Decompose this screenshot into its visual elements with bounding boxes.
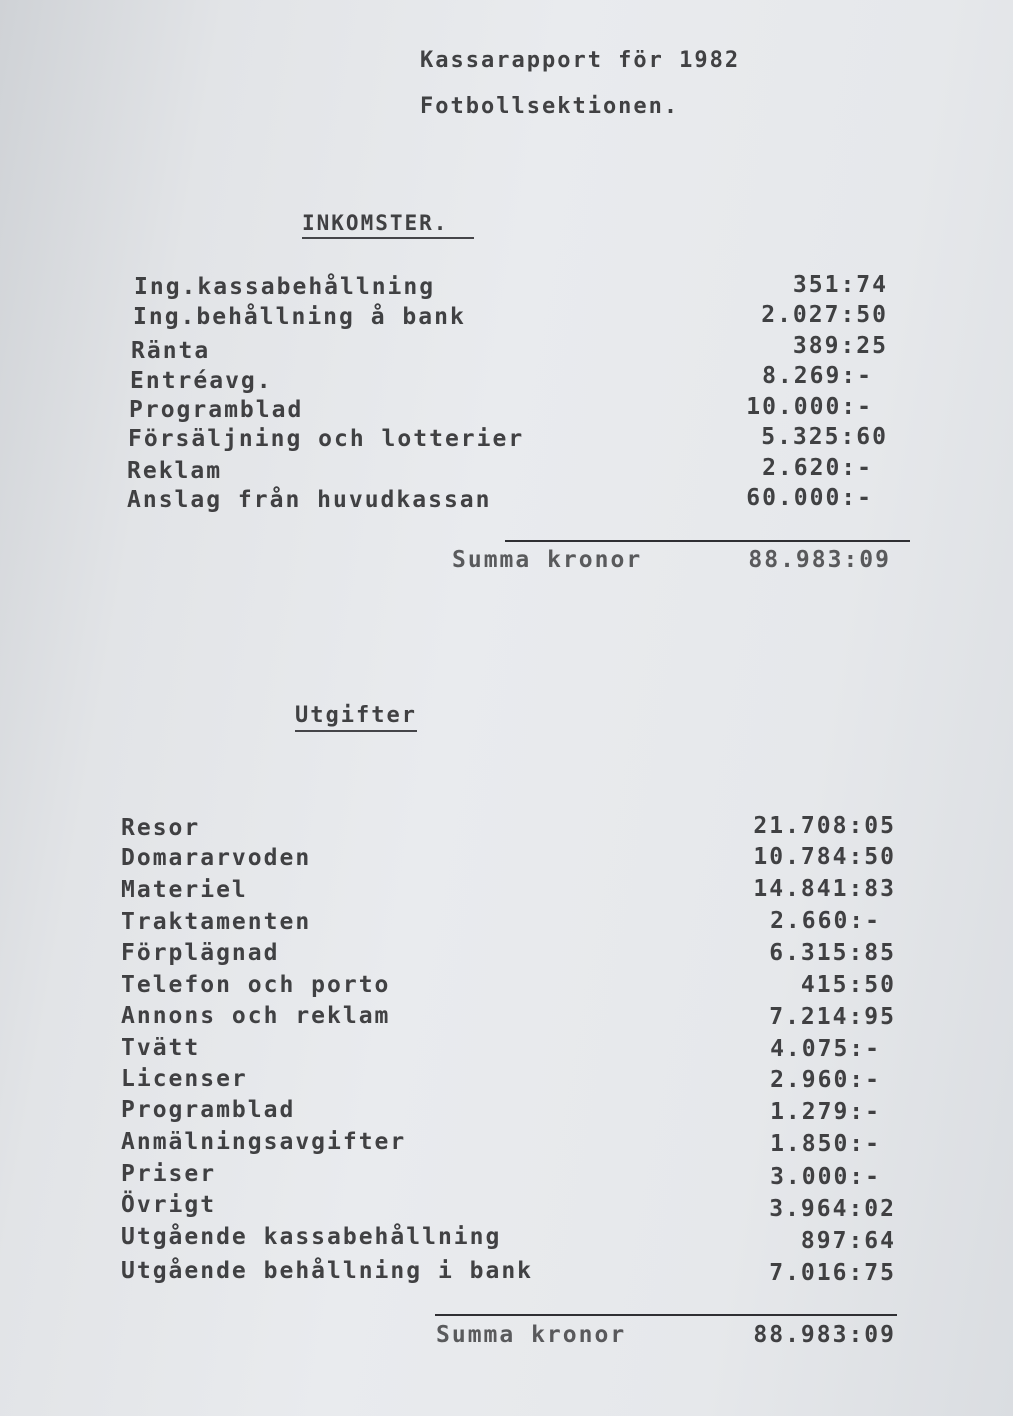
income-amount: 8.269:- xyxy=(762,363,873,389)
expense-amount: 7.214:95 xyxy=(769,1004,896,1030)
expense-label: Förplägnad xyxy=(121,940,280,966)
income-label: Reklam xyxy=(127,458,223,484)
income-amount: 10.000:- xyxy=(746,394,873,420)
expense-label: Materiel xyxy=(121,877,248,903)
expense-label: Domararvoden xyxy=(121,845,312,871)
expenses-heading: Utgifter xyxy=(295,705,417,732)
expense-amount: 897:64 xyxy=(800,1228,896,1254)
expenses-total-rule xyxy=(435,1314,897,1316)
income-total-label: Summa kronor xyxy=(452,547,643,573)
expense-amount: 1.850:- xyxy=(770,1131,881,1157)
expense-amount: 415:50 xyxy=(800,972,896,998)
report-title: Kassarapport för 1982 xyxy=(420,48,741,73)
income-label: Ing.behållning å bank xyxy=(133,304,466,330)
expense-label: Övrigt xyxy=(121,1192,217,1218)
expense-label: Programblad xyxy=(121,1097,296,1123)
income-label: Anslag från huvudkassan xyxy=(127,487,492,513)
income-total-amount: 88.983:09 xyxy=(748,547,891,573)
income-amount: 389:25 xyxy=(792,333,888,359)
expense-amount: 2.660:- xyxy=(770,908,881,934)
expense-amount: 4.075:- xyxy=(770,1036,881,1062)
section-name: Fotbollsektionen. xyxy=(420,94,680,119)
expense-amount: 21.708:05 xyxy=(753,813,896,839)
expenses-total-label: Summa kronor xyxy=(436,1322,627,1348)
income-label: Försäljning och lotterier xyxy=(128,426,525,452)
expense-label: Traktamenten xyxy=(121,909,312,935)
expense-amount: 7.016:75 xyxy=(769,1260,896,1286)
income-label: Ränta xyxy=(131,338,211,364)
expense-label: Utgående kassabehållning xyxy=(121,1224,502,1250)
expense-label: Annons och reklam xyxy=(121,1003,391,1029)
expense-label: Tvätt xyxy=(121,1035,201,1061)
expense-label: Resor xyxy=(121,815,201,841)
expense-amount: 14.841:83 xyxy=(753,876,896,902)
income-heading: INKOMSTER. xyxy=(302,213,474,239)
expense-label: Priser xyxy=(121,1161,217,1187)
income-label: Ing.kassabehållning xyxy=(134,274,436,300)
expense-label: Telefon och porto xyxy=(121,972,391,998)
expense-label: Utgående behållning i bank xyxy=(121,1258,534,1284)
expenses-total-amount: 88.983:09 xyxy=(753,1322,896,1348)
income-amount: 5.325:60 xyxy=(761,424,888,450)
income-label: Programblad xyxy=(129,397,304,423)
expense-amount: 2.960:- xyxy=(770,1067,881,1093)
income-amount: 60.000:- xyxy=(746,485,873,511)
income-amount: 2.027:50 xyxy=(761,302,888,328)
income-label: Entréavg. xyxy=(130,368,273,394)
expense-label: Licenser xyxy=(121,1066,248,1092)
income-amount: 351:74 xyxy=(792,272,888,298)
income-total-rule xyxy=(505,540,910,542)
expense-amount: 3.964:02 xyxy=(769,1196,896,1222)
expense-label: Anmälningsavgifter xyxy=(121,1129,407,1155)
expense-amount: 1.279:- xyxy=(770,1099,881,1125)
expense-amount: 6.315:85 xyxy=(769,940,896,966)
expense-amount: 3.000:- xyxy=(770,1164,881,1190)
income-amount: 2.620:- xyxy=(762,455,873,481)
expense-amount: 10.784:50 xyxy=(753,844,896,870)
